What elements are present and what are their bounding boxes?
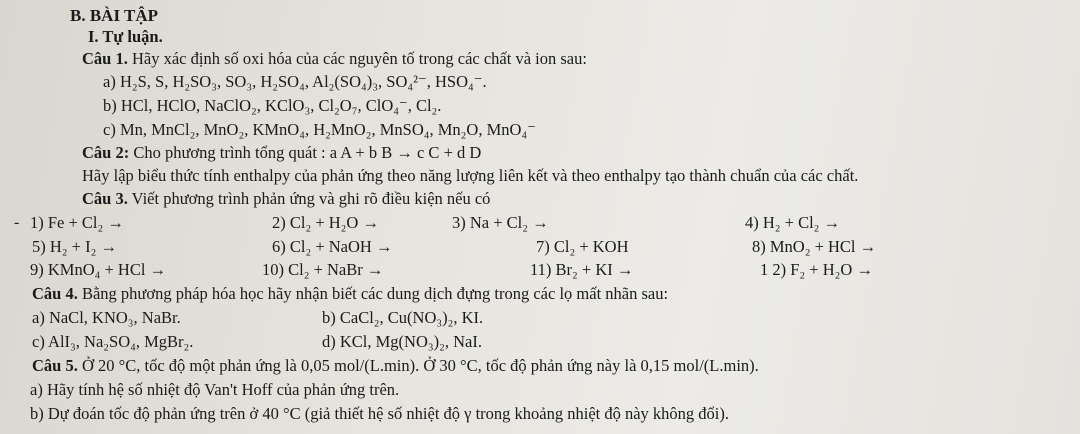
section-title: B. BÀI TẬP [70,6,159,25]
question-1-a: a) H₂S, S, H₂SO₃, SO₃, H₂SO₄, Al₂(SO₄)₃, SO₄²⁻, HSO₄⁻. [103,72,487,91]
question-3-text: Viết phương trình phản ứng và ghi rõ điều kiện nếu có [131,189,491,208]
question-5-a: a) Hãy tính hệ số nhiệt độ Van't Hoff của phản ứng trên. [30,380,400,399]
question-5-text: Ở 20 °C, tốc độ một phản ứng là 0,05 mol/(L.min). Ở 30 °C, tốc độ phản ứng này là 0,15 mol/(L.min). [81,356,759,375]
question-4-d: d) KCl, Mg(NO₃)₂, NaI. [322,332,482,351]
reaction-2: 2) Cl₂ + H₂O → [272,213,379,232]
question-1-label: Câu 1. [82,49,128,68]
question-3 [82,189,490,209]
margin-mark: - [14,214,20,231]
question-2-text: Cho phương trình tổng quát : a A + b B → c C + d D [133,143,482,162]
reaction-1: 1) Fe + Cl₂ → [30,213,124,232]
question-4-label: Câu 4. [32,284,78,303]
question-3-label: Câu 3. [82,189,128,208]
reaction-3: 3) Na + Cl₂ → [452,213,549,232]
question-1-text: Hãy xác định số oxi hóa của các nguyên tố trong các chất và ion sau: [131,49,587,68]
question-1-b: b) HCl, HClO, NaClO₂, KClO₃, Cl₂O₇, ClO₄⁻, Cl₂. [103,96,442,115]
section-subtitle: I. Tự luận. [88,27,163,46]
question-2-text2: Hãy lập biểu thức tính enthalpy của phản ứng theo năng lượng liên kết và theo enthalpy tạo thành chuẩn của các chất. [82,166,859,185]
reaction-4: 4) H₂ + Cl₂ → [745,213,841,232]
question-2-label: Câu 2: [82,143,130,162]
question-5 [32,356,759,376]
reaction-6: 6) Cl₂ + NaOH → [272,237,393,256]
reaction-5: 5) H₂ + I₂ → [32,237,117,256]
reaction-8: 8) MnO₂ + HCl → [752,237,877,256]
question-4-a: a) NaCl, KNO₃, NaBr. [32,308,181,327]
question-5-b: b) Dự đoán tốc độ phản ứng trên ở 40 °C (giả thiết hệ số nhiệt độ γ trong khoảng nhiệt độ này không đổi). [30,404,730,423]
reaction-12: 1 2) F₂ + H₂O → [760,260,873,279]
reaction-10: 10) Cl₂ + NaBr → [262,260,384,279]
question-4-c: c) AlI₃, Na₂SO₄, MgBr₂. [32,332,194,351]
question-5-label: Câu 5. [32,356,78,375]
reaction-7: 7) Cl₂ + KOH [536,237,629,256]
reaction-9: 9) KMnO₄ + HCl → [30,260,167,279]
question-4-b: b) CaCl₂, Cu(NO₃)₂, KI. [322,308,484,327]
question-2 [82,143,481,163]
question-4-text: Bằng phương pháp hóa học hãy nhận biết các dung dịch đựng trong các lọ mất nhãn sau: [81,284,669,303]
question-4 [32,284,668,304]
reaction-11: 11) Br₂ + KI → [530,260,634,279]
question-1-c: c) Mn, MnCl₂, MnO₂, KMnO₄, H₂MnO₂, MnSO₄, Mn₂O, MnO₄⁻ [103,120,536,139]
question-1 [82,49,587,69]
